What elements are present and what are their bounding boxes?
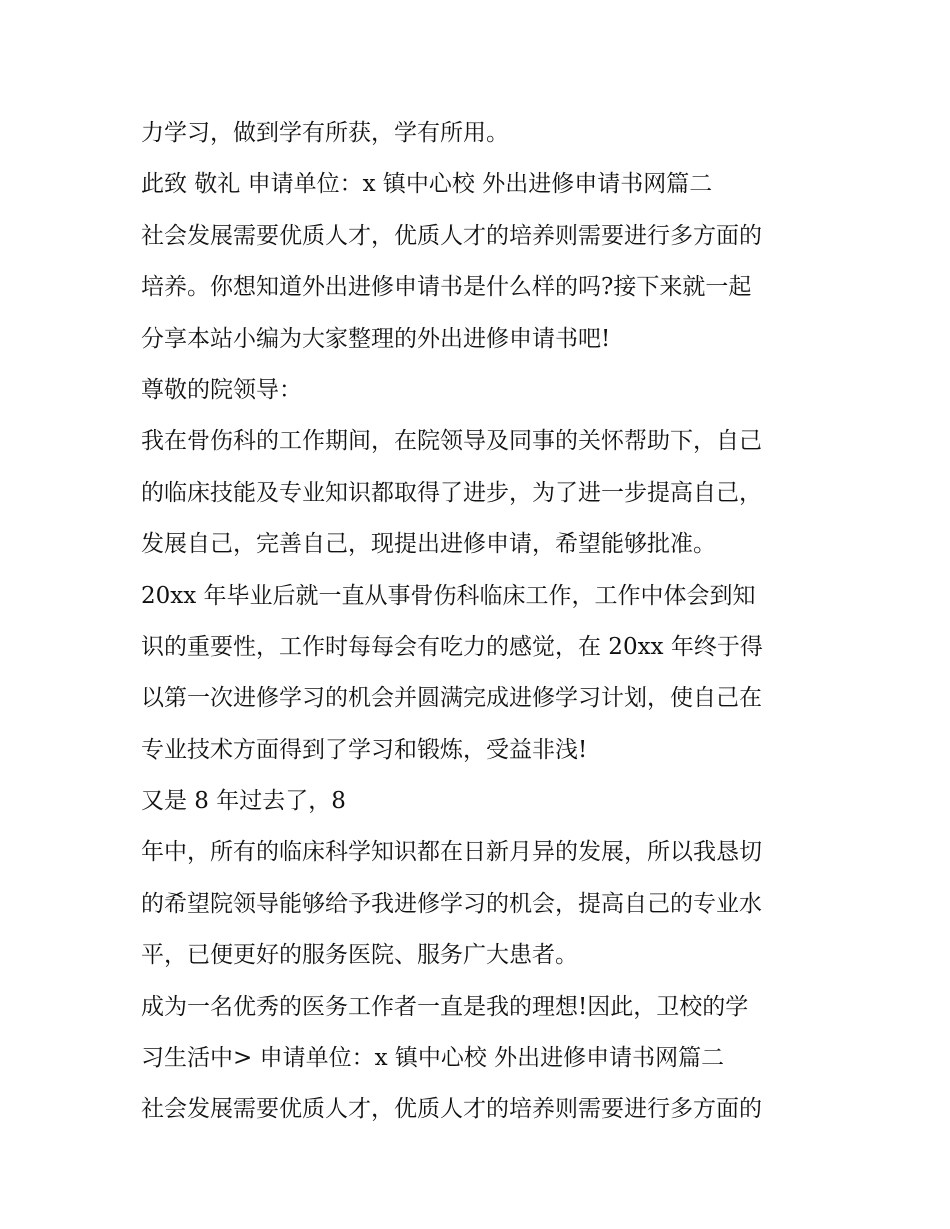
text-line: 我在骨伤科的工作期间，在院领导及同事的关怀帮助下，自己	[141, 428, 762, 455]
text-line: 分享本站小编为大家整理的外出进修申请书吧!	[141, 325, 611, 352]
text-line: 社会发展需要优质人才，优质人才的培养则需要进行多方面的	[141, 222, 762, 249]
document-body	[141, 108, 841, 1136]
text-line: 年中，所有的临床科学知识都在日新月异的发展，所以我恳切	[141, 839, 762, 866]
text-line: 此致 敬礼 申请单位：x 镇中心校 外出进修申请书网篇二	[141, 171, 713, 198]
text-line: 发展自己，完善自己，现提出进修申请，希望能够批准。	[141, 531, 716, 558]
text-line: 的希望院领导能够给予我进修学习的机会，提高自己的专业水	[141, 890, 762, 917]
text-line: 20xx 年毕业后就一直从事骨伤科临床工作，工作中体会到知	[141, 582, 756, 609]
text-line: 专业技术方面得到了学习和锻炼，受益非浅!	[141, 736, 588, 763]
text-line: 培养。你想知道外出进修申请书是什么样的吗?接下来就一起	[141, 274, 752, 301]
text-line: 习生活中> 申请单位：x 镇中心校 外出进修申请书网篇二	[141, 1045, 725, 1072]
text-line: 又是 8 年过去了，8	[141, 788, 346, 815]
text-line: 以第一次进修学习的机会并圆满完成进修学习计划，使自己在	[141, 685, 762, 712]
salutation: 尊敬的院领导：	[141, 376, 302, 403]
text-line: 平，已便更好的服务医院、服务广大患者。	[141, 942, 578, 969]
text-line: 成为一名优秀的医务工作者一直是我的理想!因此，卫校的学	[141, 993, 749, 1020]
text-line: 社会发展需要优质人才，优质人才的培养则需要进行多方面的	[141, 1096, 762, 1123]
text-line: 力学习，做到学有所获，学有所用。	[141, 120, 509, 146]
text-line: 识的重要性，工作时每每会有吃力的感觉，在 20xx 年终于得	[141, 633, 763, 660]
text-line: 的临床技能及专业知识都取得了进步，为了进一步提高自己，	[141, 479, 762, 506]
